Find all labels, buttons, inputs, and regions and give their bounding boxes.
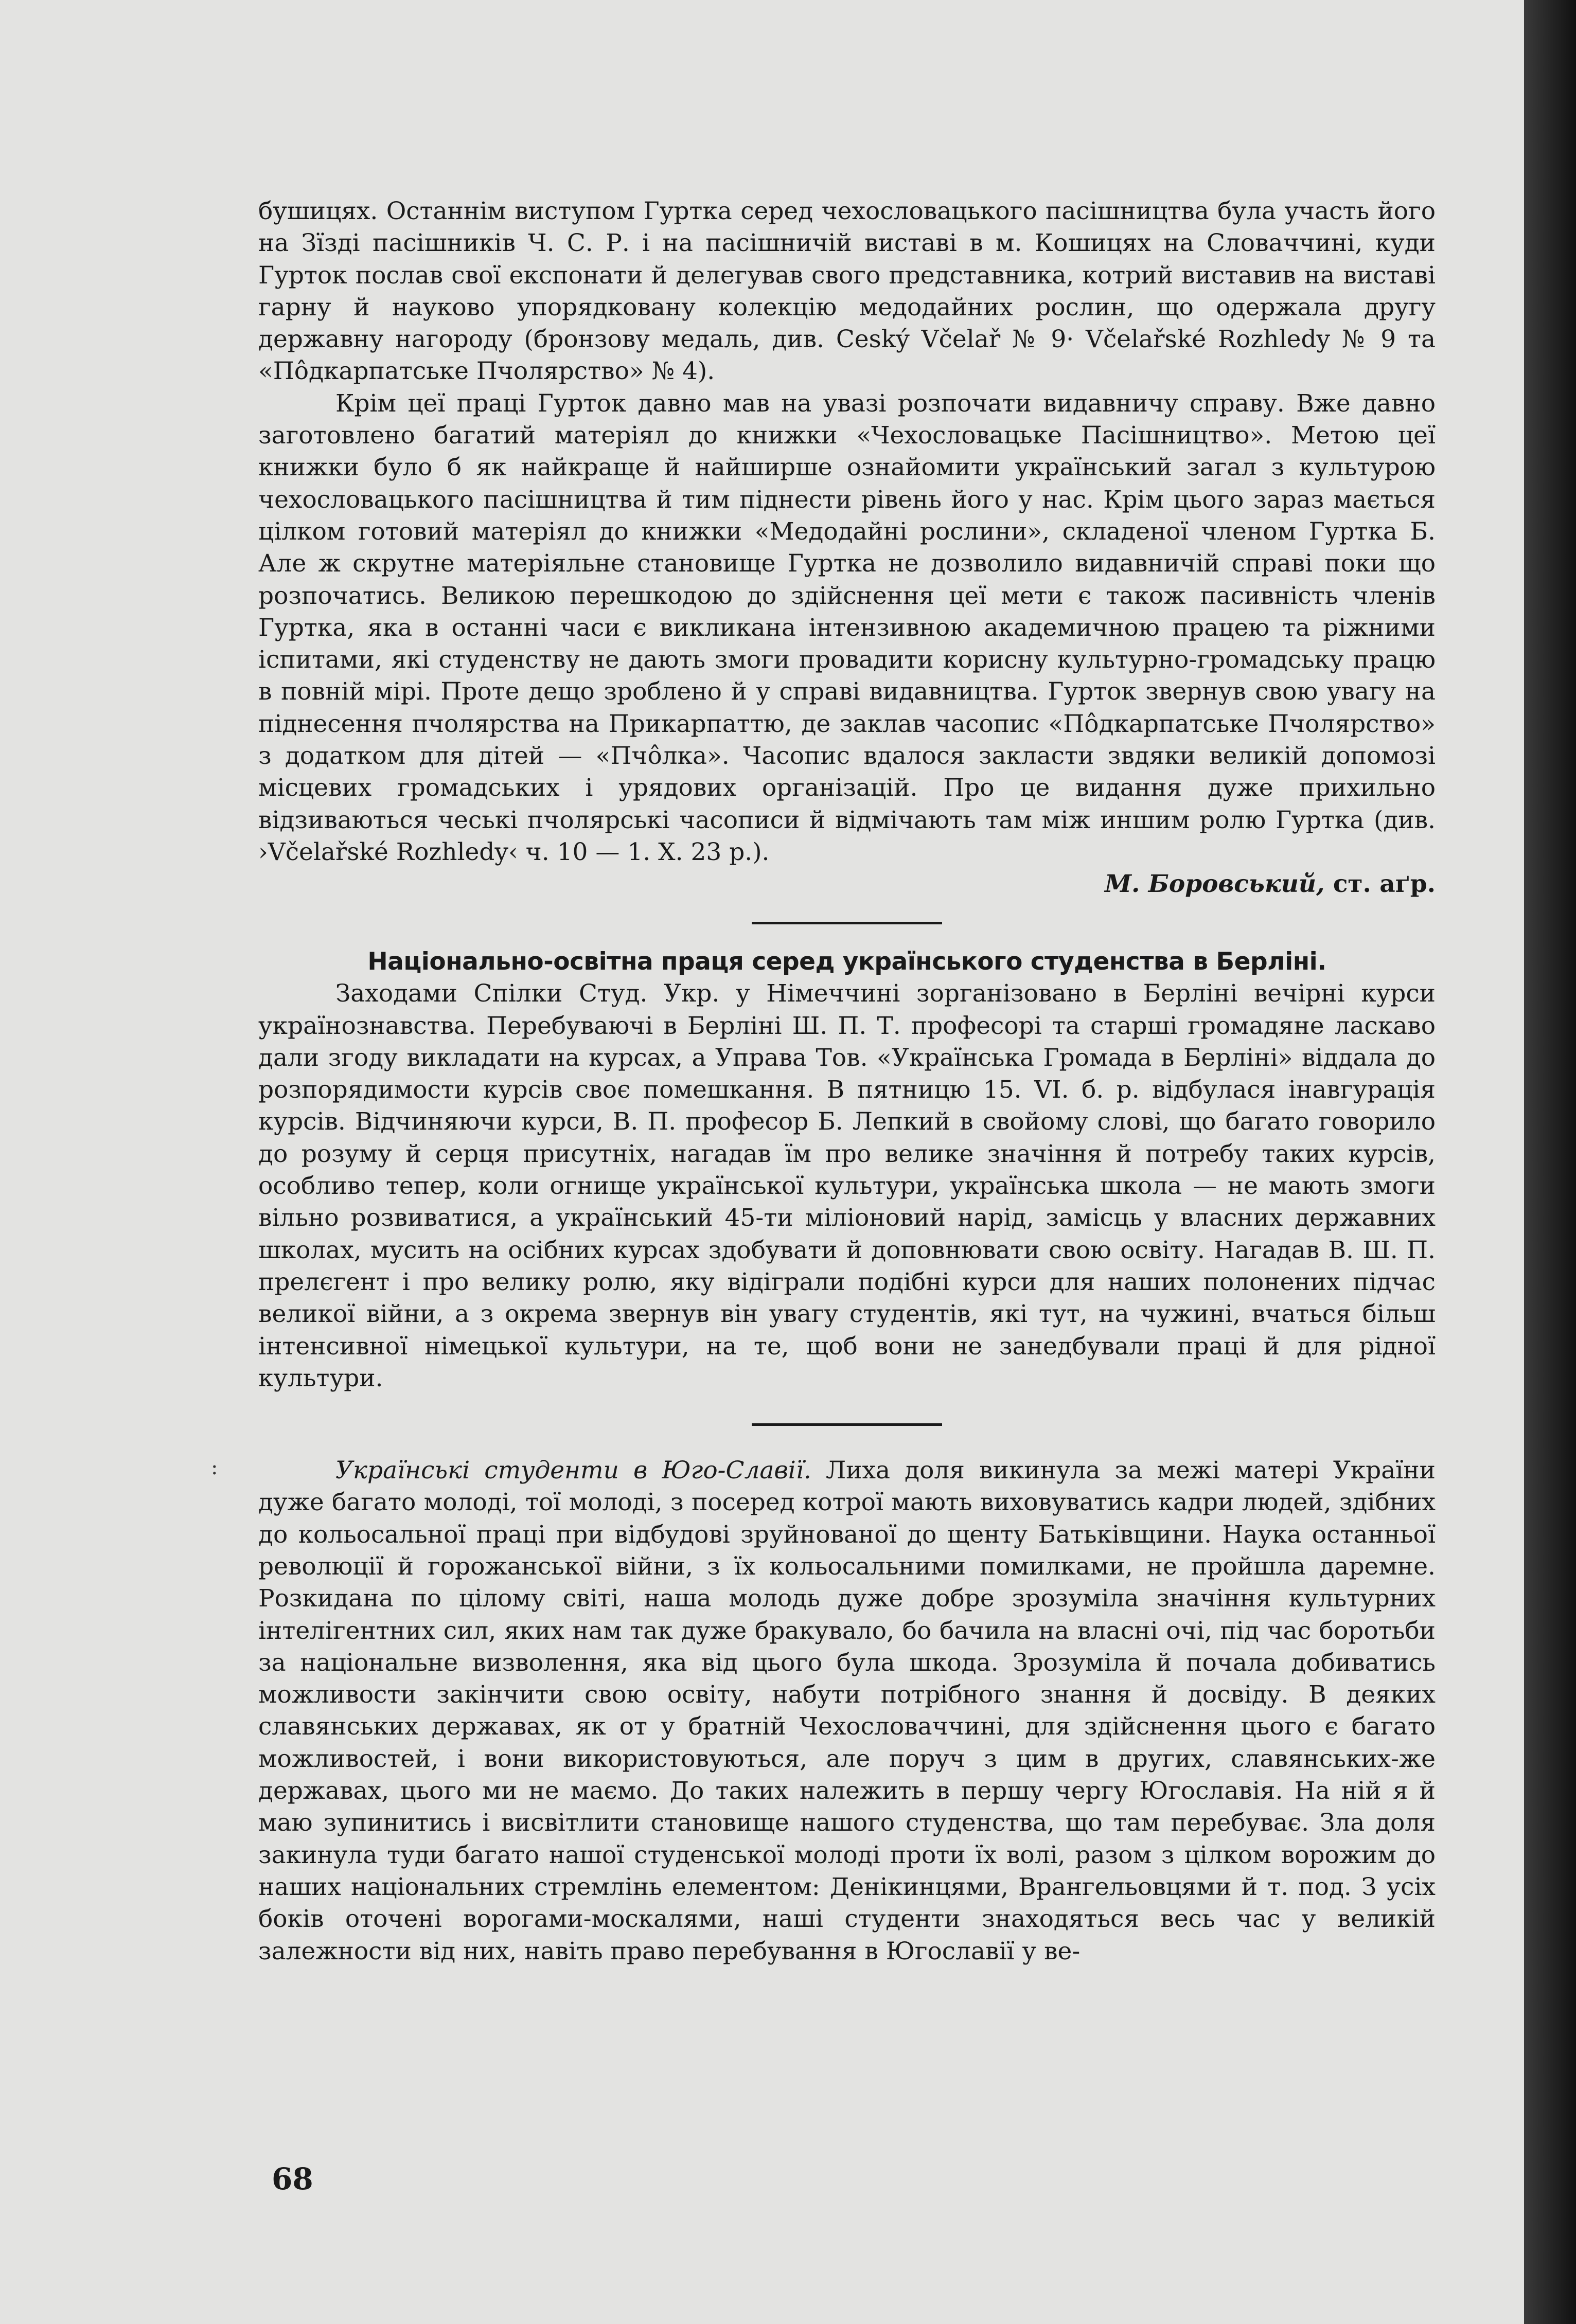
lead-in-yugoslavia: Українські студенти в Юго-Славії. [335,1456,811,1485]
paragraph-publishing: Крім цеї праці Гурток давно мав на увазі розпочати видавничу справу. Вже давно заготовлено багатий матеріял до книжки «Чехословацьке Пасішництво». Метою цеї книжки було б як найкраще й найширше ознайомити український загал з культурою чехословацького пасішництва й тим піднести рівень його у нас. Крім цього зараз мається цілком готовий матеріял до книжки «Медодайні рослини», складеної членом Гуртка Б. Але ж скрутне матеріяльне становище Гуртка не дозволило видавничій справі поки що розпочатись. Великою перешкодою до здійснення цеї мети є також пасивність членів Гуртка, яка в останні часи є викликана інтензивною академичною працею та ріжними іспитами, які студенству не дають змоги провадити корисну культурно-громадську працю в повній мірі. Проте дещо зроблено й у справі видавництва. Гурток звернув свою увагу на піднесення пчолярства на Прикарпаттю, де заклав часопис «Пôдкарпатське Пчолярство» з додатком для дітей — «Пчôлка». Часопис вдалося закласти звдяки великій допомозі місцевих громадських і урядових організацій. Про це видання дуже прихильно відзиваються чеські пчолярські часописи й відмічають там між иншим ролю Гуртка (див. ›Včelařské Rozhledy‹ ч. 10 — 1. X. 23 р.). [258,389,1436,866]
author-signature [258,868,1436,900]
paragraph-yugoslavia-text: Лиха доля викинула за межі матері України дуже багато молоді, тої молоді, з посеред котрої мають виховуватись кадри людей, здібних до кольосальної праці при відбудові зруйнованої до щенту Батьківщини. Наука останньої революції й горожанської війни, з їх кольосальними помилками, не пройшла даремне. Розкидана по цілому світі, наша молодь дуже добре зрозуміла значіння культурних інтелігентних сил, яких нам так дуже бракувало, бо бачила на власні очі, під час боротьби за національне визволення, яка від цього була шкода. Зрозуміла й почала добиватись можливости закінчити свою освіту, набути потрібного знання й досвіду. В деяких славянських державах, як от у братній Чехословаччині, для здійснення цього є багато можливостей, і вони використовуються, але поруч з цим в других, славянських-же державах, цього ми не маємо. До таких належить в першу чергу Югославія. На ній я й маю зупинитись і висвітлити становище нашого студенства, що там перебуває. Зла доля закинула туди багато нашої студенської молоді проти їх волі, разом з цілком ворожим до наших національних стремлінь елементом: Денікинцями, Врангельовцями й т. под. З усіх боків оточені ворогами-москалями, наші студенти знаходяться весь час у великій залежности від них, навіть право перебування в Югославії у ве- [258,1456,1436,1965]
signature-name: М. Боровський, [1104,870,1325,899]
margin-mark: : [211,1456,218,1479]
page-number: 68 [272,2161,313,2196]
paragraph-yugoslavia [258,1455,1436,1968]
page-edge-shadow [1524,0,1576,2324]
paragraph-continuation: бушицях. Останнім виступом Гуртка серед чехословацького пасішництва була участь його на Зїзді пасішників Ч. С. Р. і на пасішничій виставі в м. Кошицях на Словаччині, куди Гурток послав свої експонати й делегував свого представника, котрий виставив на виставі гарну й науково упорядковану колекцію медодайних рослин, що одержала другу державну нагороду (бронзову медаль, див. Ceský Včelař № 9· Včelařské Rozhledy № 9 та «Пôдкарпатське Пчолярство» № 4). [258,197,1436,386]
section-heading-berlin: Національно-освітна праця серед українського студенства в Берліні. [367,948,1326,976]
signature-title: ст. аґр. [1333,870,1436,899]
paragraph-berlin-courses: Заходами Спілки Студ. Укр. у Німеччині зорганізовано в Берліні вечірні курси українознавства. Перебуваючі в Берліні Ш. П. Т. професорі та старші громадяне ласкаво дали згоду викладати на курсах, а Управа Тов. «Українська Громада в Берліні» віддала до розпорядимости курсів своє помешкання. В пятницю 15. VI. б. р. відбулася інавгурація курсів. Відчиняючи курси, В. П. професор Б. Лепкий в свойому слові, що багато говорило до розуму й серця присутніх, нагадав їм про велике значіння й потребу таких курсів, особливо тепер, коли огнище української культури, українська школа — не мають змоги вільно розвиватися, а український 45-ти міліоновий нарід, замісць у власних державних школах, мусить на осібних курсах здобувати й доповнювати свою освіту. Нагадав В. Ш. П. прелєгент і про велику ролю, яку відіграли подібні курси для наших полонених підчас великої війни, а з окрема звернув він увагу студентів, які тут, на чужині, вчаться більш інтенсивної німецької культури, на те, щоб вони не занедбували праці й для рідної культури. [258,979,1436,1392]
section-divider [752,922,942,924]
page-content [258,195,1436,1968]
section-divider [752,1423,942,1426]
